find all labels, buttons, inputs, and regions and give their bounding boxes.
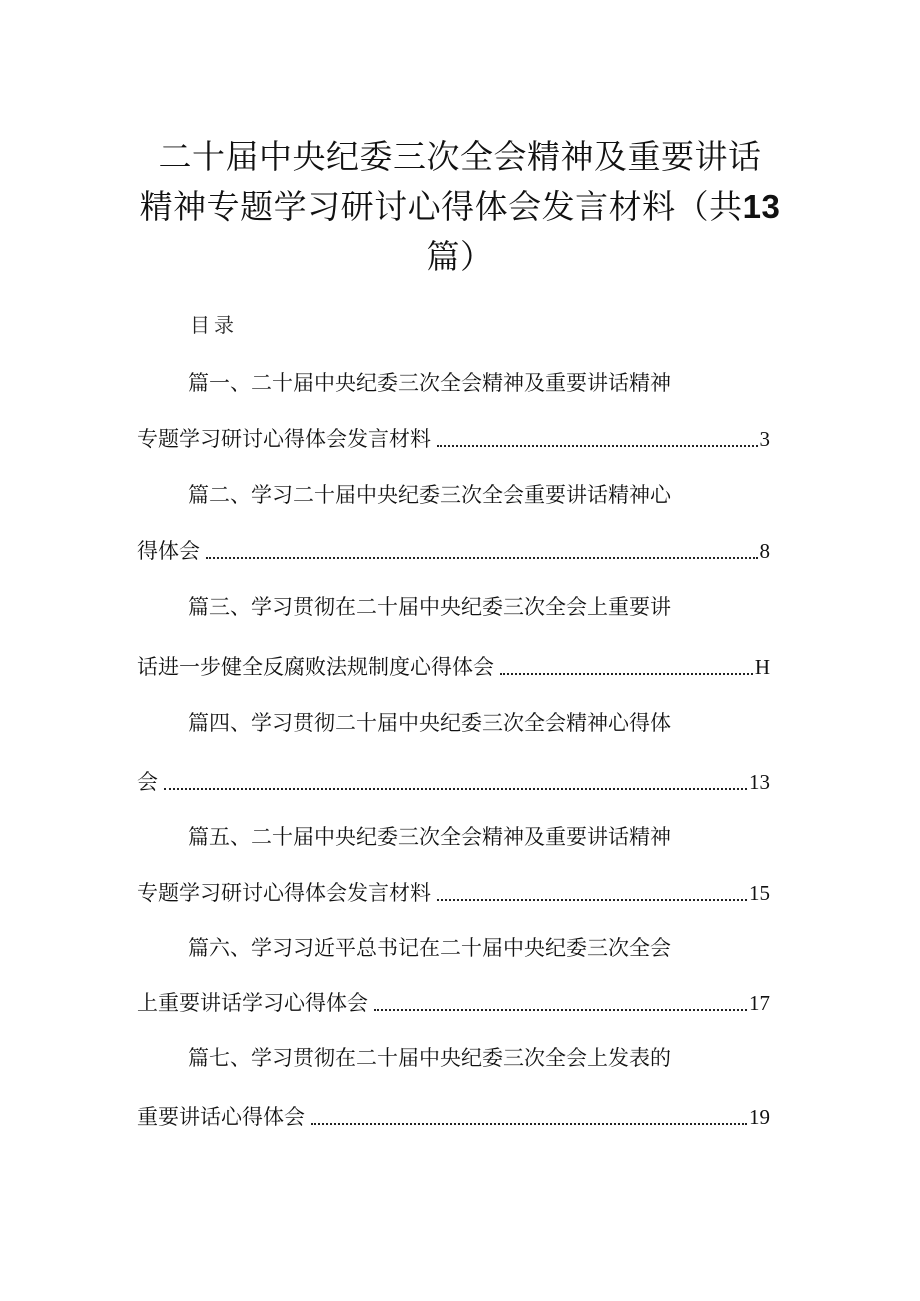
toc-entry-text: 专题学习研讨心得体会发言材料 [137,427,431,451]
toc-page-number: H [754,655,770,679]
toc-entry-text: 得体会 [137,539,200,563]
leader-dots [437,445,758,447]
toc-heading: 目录 [190,313,238,337]
toc-entry-7-continuation[interactable] [137,1102,770,1132]
document-title [120,132,800,282]
leader-dots [437,899,747,901]
toc-entry-text: 专题学习研讨心得体会发言材料 [137,881,431,905]
title-line-2-text: 精神专题学习研讨心得体会发言材料（共 [139,187,743,226]
toc-page-number: 8 [759,539,770,563]
toc-entry-2-title[interactable]: 篇二、学习二十届中央纪委三次全会重要讲话精神心 [188,483,671,507]
leader-dots [374,1009,747,1011]
title-line-1: 二十届中央纪委三次全会精神及重要讲话 [158,137,762,176]
toc-entry-3-title[interactable]: 篇三、学习贯彻在二十届中央纪委三次全会上重要讲 [188,595,671,619]
title-line-3: 篇） [426,237,494,276]
toc-entry-text: 话进一步健全反腐败法规制度心得体会 [137,655,494,679]
toc-entry-4-continuation[interactable] [137,767,770,797]
leader-dots [500,673,753,675]
toc-entry-3-continuation[interactable] [137,652,770,682]
toc-entry-6-continuation[interactable] [137,988,770,1018]
toc-page-number: 19 [749,1105,770,1129]
toc-entry-text: 会 [137,770,158,794]
toc-page-number: 17 [749,991,770,1015]
toc-entry-5-title[interactable]: 篇五、二十届中央纪委三次全会精神及重要讲话精神 [188,825,671,849]
toc-entry-6-title[interactable]: 篇六、学习习近平总书记在二十届中央纪委三次全会 [188,936,671,960]
toc-entry-7-title[interactable]: 篇七、学习贯彻在二十届中央纪委三次全会上发表的 [188,1046,671,1070]
leader-dots [206,557,758,559]
toc-entry-text: 上重要讲话学习心得体会 [137,991,368,1015]
toc-entry-5-continuation[interactable] [137,878,770,908]
leader-dots [311,1123,747,1125]
toc-entry-1-title[interactable]: 篇一、二十届中央纪委三次全会精神及重要讲话精神 [188,371,671,395]
toc-page-number: 3 [759,427,770,451]
toc-page-number: 15 [749,881,770,905]
toc-entry-2-continuation[interactable] [137,536,770,566]
leader-dots [164,788,747,790]
toc-entry-1-continuation[interactable] [137,424,770,454]
toc-page-number: 13 [749,770,770,794]
title-count: 13 [742,188,781,225]
toc-entry-4-title[interactable]: 篇四、学习贯彻二十届中央纪委三次全会精神心得体 [188,711,671,735]
toc-entry-text: 重要讲话心得体会 [137,1105,305,1129]
